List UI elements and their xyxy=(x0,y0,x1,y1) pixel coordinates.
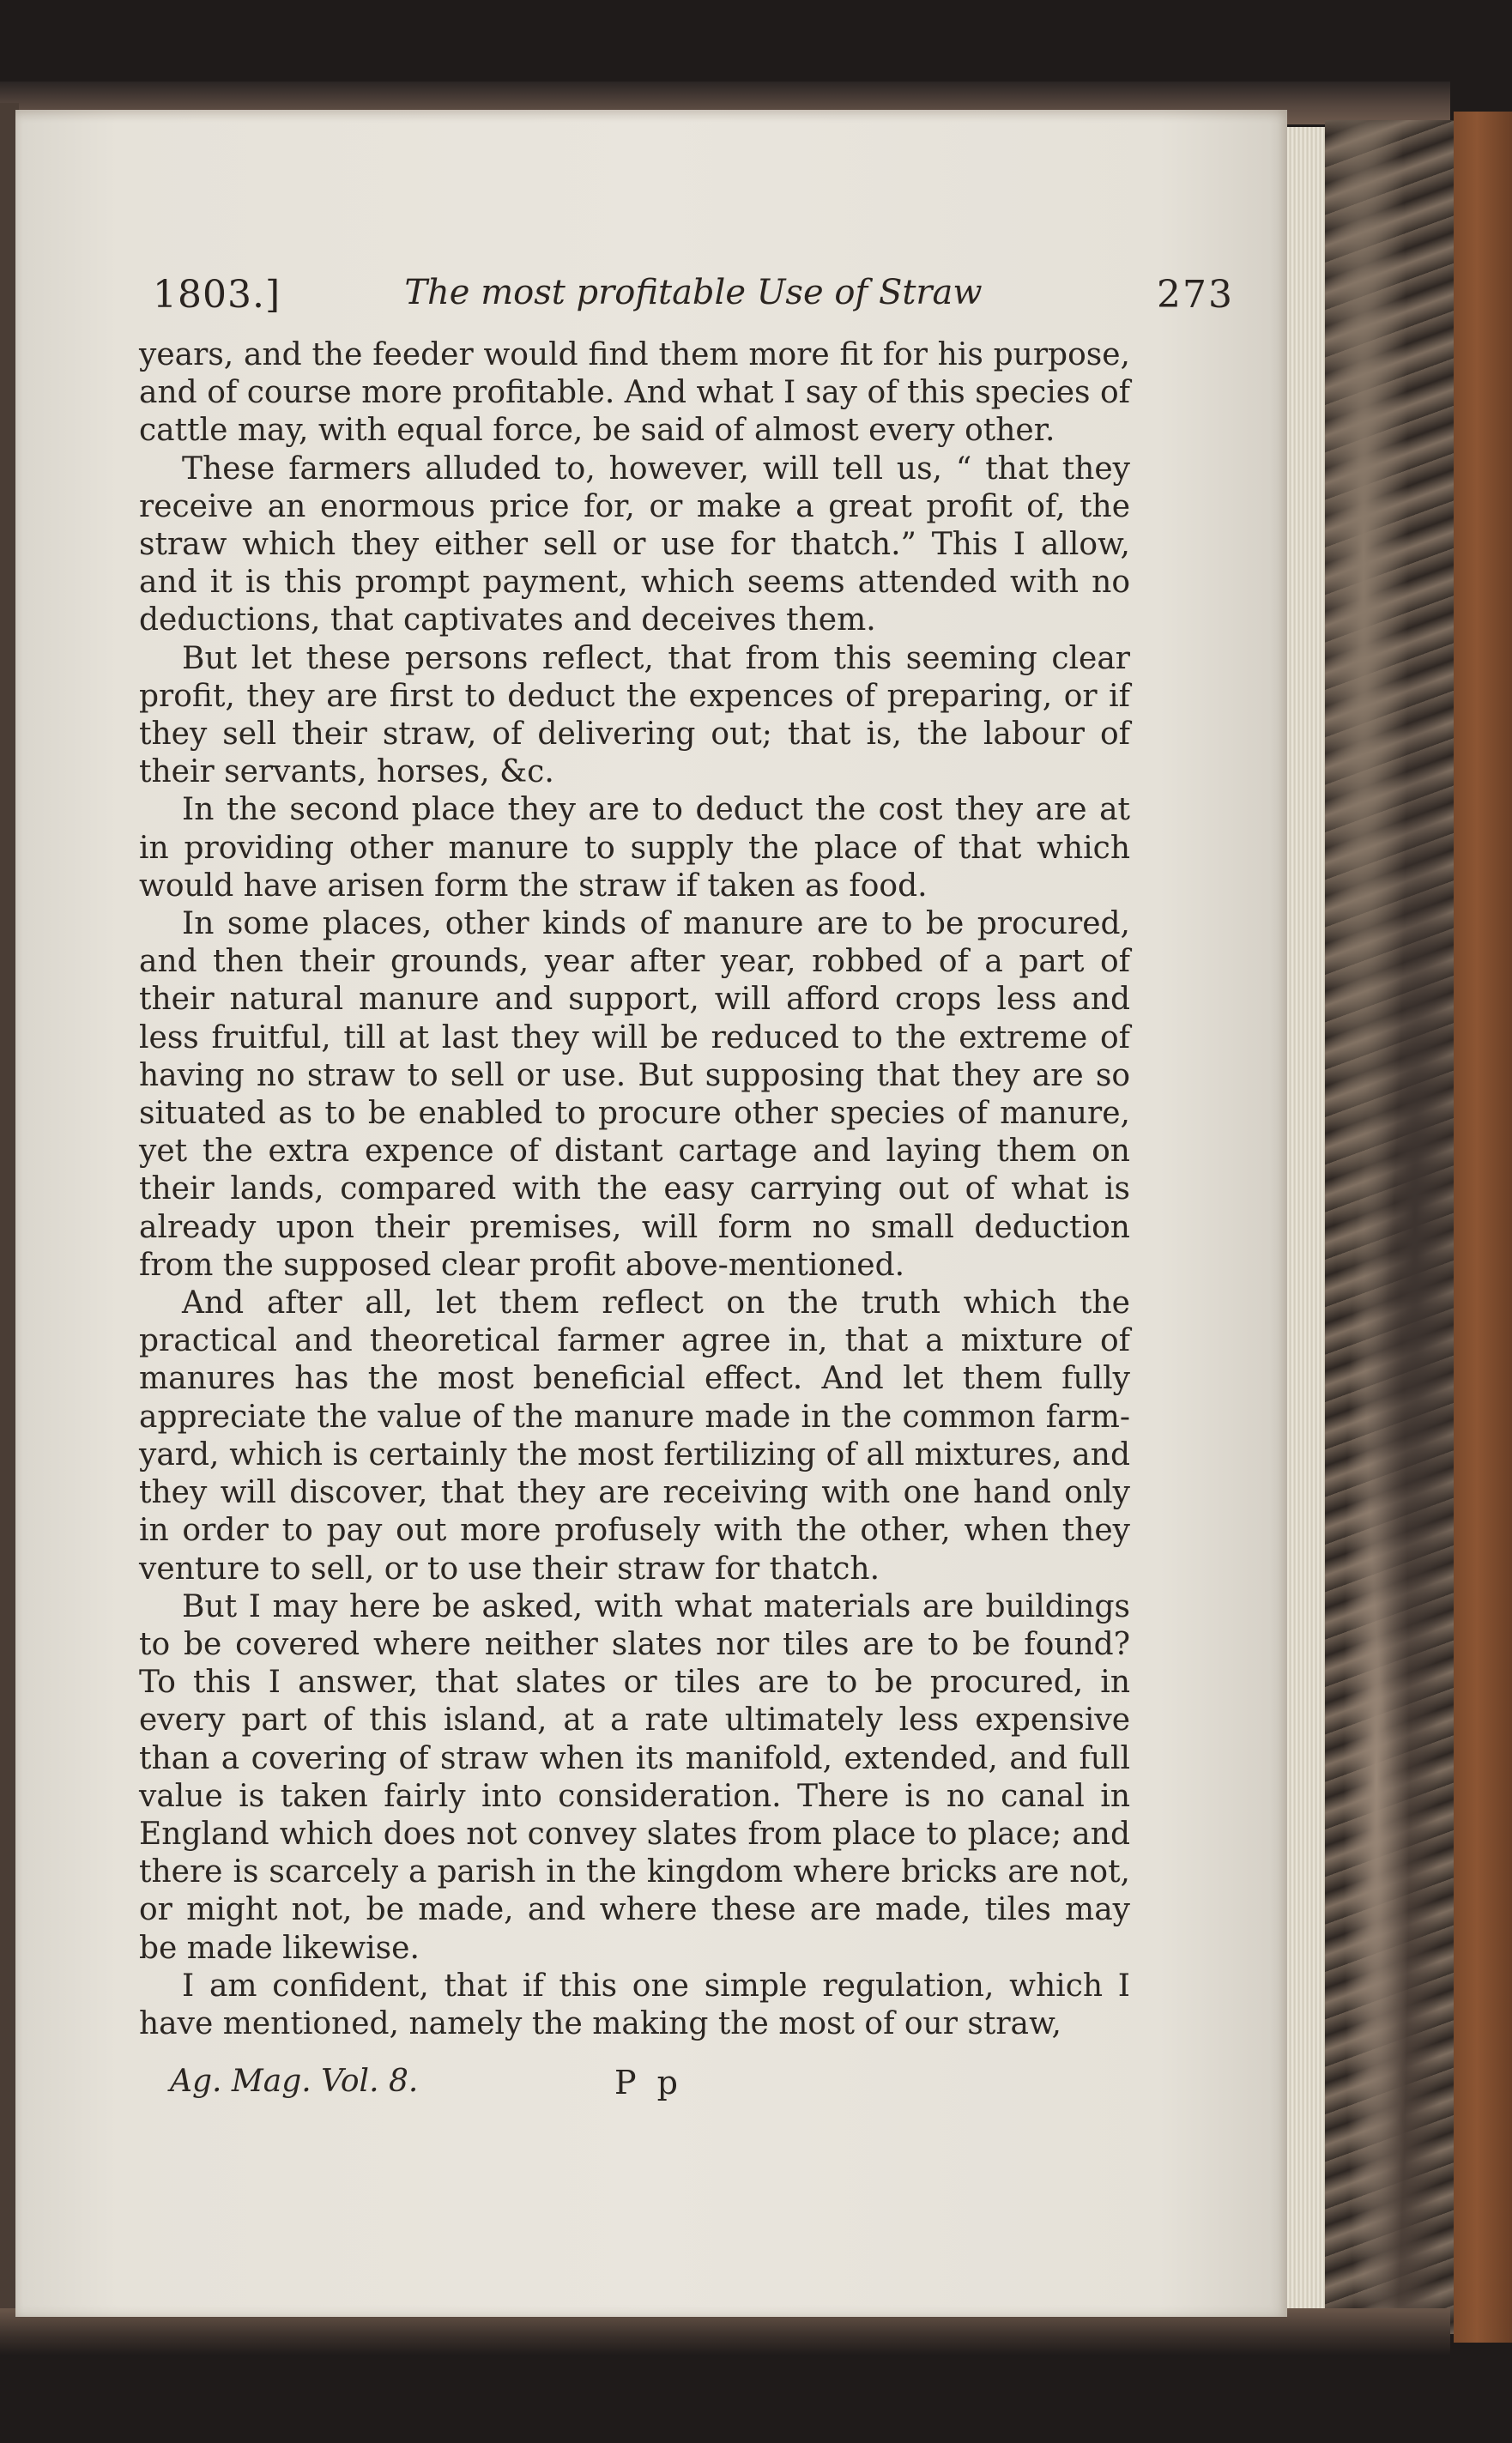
leather-cover-edge xyxy=(1454,112,1512,2343)
paragraph-1: years, and the feeder would find them more fit for his purpose, and of course more profitable. And what I say of this species of cattle may, with equal force, be said of almost every other. xyxy=(139,337,1130,449)
running-header xyxy=(153,273,1234,324)
page-footer xyxy=(170,2064,1114,2107)
running-title: The most profitable Use of Straw xyxy=(404,273,983,312)
page-number: 273 xyxy=(1157,273,1234,317)
running-year: 1803.] xyxy=(153,273,281,317)
paragraph-3: But let these persons reflect, that from this seeming clear profit, they are first to deduct the expences of preparing, or if they sell their straw, of delivering out; that is, the labour of their servants, horses, &c. xyxy=(139,640,1130,790)
paragraph-2: These farmers alluded to, however, will tell us, “ that they receive an enormous price for, or make a great profit of, the straw which they either sell or use for thatch.” This I allow, and it is this prompt payment, which seems attended with no deductions, that captivates and deceives them. xyxy=(139,451,1130,638)
article-body xyxy=(139,336,1130,2043)
paragraph-4: In the second place they are to deduct the cost they are at in providing other manure to supply the place of that which would have arisen form the straw if taken as food. xyxy=(139,792,1130,904)
paragraph-5: In some places, other kinds of manure are to be procured, and then their grounds, year after year, robbed of a part of their natural manure and support, will afford crops less and less fruitful, till at last they will be reduced to the extreme of having no straw to sell or use. But supposing that they are so situated as to be enabled to procure other species of manure, yet the extra expence of distant cartage and laying them on their lands, compared with the easy carrying out of what is already upon their premises, will form no small deduction from the supposed clear profit above-mentioned. xyxy=(139,906,1130,1283)
paragraph-7: But I may here be asked, with what materials are buildings to be covered where neither slates nor tiles are to be found? To this I answer, that slates or tiles are to be procured, in every part of this island, at a rate ultimately less expensive than a covering of straw when its manifold, extended, and full value is taken fairly into consideration. There is no canal in England which does not convey slates from place to place; and there is scarcely a parish in the kingdom where bricks are not, or might not, be made, and where these are made, tiles may be made likewise. xyxy=(139,1588,1130,1966)
paragraph-6: And after all, let them reflect on the truth which the practical and theoretical farmer agree in, that a mixture of manures has the most beneficial effect. And let them fully appreciate the value of the manure made in the common farm-yard, which is certainly the most fertilizing of all mixtures, and they will discover, that they are receiving with one hand only in order to pay out more profusely with the other, when they venture to sell, or to use their straw for thatch. xyxy=(139,1285,1130,1587)
marbled-cover-board xyxy=(1325,120,1454,2334)
printer-signature-mark: P p xyxy=(614,2064,683,2101)
page-stack-edge xyxy=(1287,127,1325,2324)
paragraph-8: I am confident, that if this one simple regulation, which I have mentioned, namely the making the most of our straw, xyxy=(139,1968,1130,2041)
volume-reference: Ag. Mag. Vol. 8. xyxy=(170,2064,419,2099)
